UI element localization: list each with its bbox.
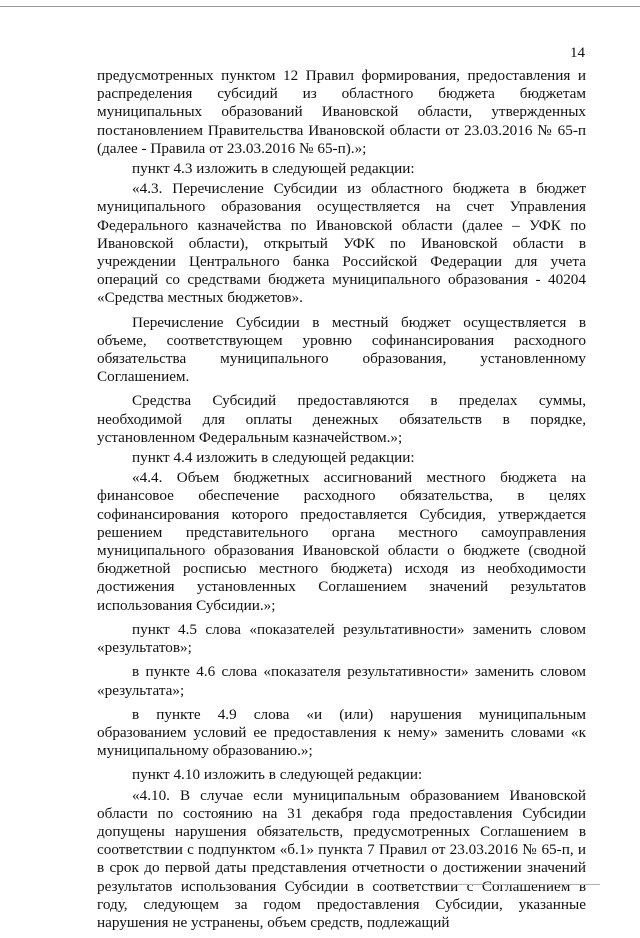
document-body <box>97 67 586 938</box>
paragraph: «4.3. Перечисление Субсидии из областного бюджета в бюджет муниципального образования осуществляется на счет Управления Федерального казначейства по Ивановской области (далее – УФК по Ивановской области), открытый УФК по Ивановской области в учреждении Центрального банка Российской Федерации для учета операций со средствами бюджета муниципального образования - 40204 «Средства местных бюджетов». <box>97 180 586 307</box>
paragraph: «4.10. В случае если муниципальным образованием Ивановской области по состоянию на 31 декабря года предоставления Субсидии допущены нарушения обязательств, предусмотренных Соглашением в соответствии с подпунктом «б.1» пункта 7 Правил от 23.03.2016 № 65-п, и в срок до первой даты представления отчетности о достижении значений результатов использования Субсидии в соответствии с Соглашением в году, следующем за годом предоставления Субсидии, указанные нарушения не устранены, объем средств, подлежащий <box>97 786 586 931</box>
paragraph: «4.4. Объем бюджетных ассигнований местного бюджета на финансовое обеспечение расходного обязательства, в целях софинансирования которого предоставляется Субсидия, утверждается решением представительного органа местного самоуправления муниципального образования Ивановской области о бюджете (сводной бюджетной росписью местного бюджета) исходя из необходимости достижения установленных Соглашением значений результатов использования Субсидии.»; <box>97 469 586 614</box>
bottom-rule <box>450 884 600 885</box>
page-number: 14 <box>570 45 585 61</box>
paragraph: Средства Субсидий предоставляются в пределах суммы, необходимой для оплаты денежных обязательств в порядке, установленном Федеральным казначейством.»; <box>97 392 586 446</box>
paragraph: пункт 4.4 изложить в следующей редакции: <box>132 449 415 467</box>
paragraph: пункт 4.10 изложить в следующей редакции: <box>132 766 423 784</box>
paragraph: в пункте 4.6 слова «показателя результативности» заменить словом «результата»; <box>97 663 586 699</box>
paragraph: пункт 4.5 слова «показателей результативности» заменить словом «результатов»; <box>97 620 586 657</box>
top-rule <box>0 6 640 7</box>
paragraph: в пункте 4.9 слова «и (или) нарушения муниципальным образованием условий ее предоставления к нему» заменить словами «к муниципальному образованию.»; <box>97 705 586 760</box>
paragraph: предусмотренных пунктом 12 Правил формирования, предоставления и распределения субсидий из областного бюджета бюджетам муниципальных образований Ивановской области, утвержденных постановлением Правительства Ивановской области от 23.03.2016 № 65-п (далее - Правила от 23.03.2016 № 65-п).»; <box>97 67 586 157</box>
paragraph: пункт 4.3 изложить в следующей редакции: <box>132 160 415 178</box>
paragraph: Перечисление Субсидии в местный бюджет осуществляется в объеме, соответствующем уровню софинансирования расходного обязательства муниципального образования, установленному Соглашением. <box>97 313 586 386</box>
